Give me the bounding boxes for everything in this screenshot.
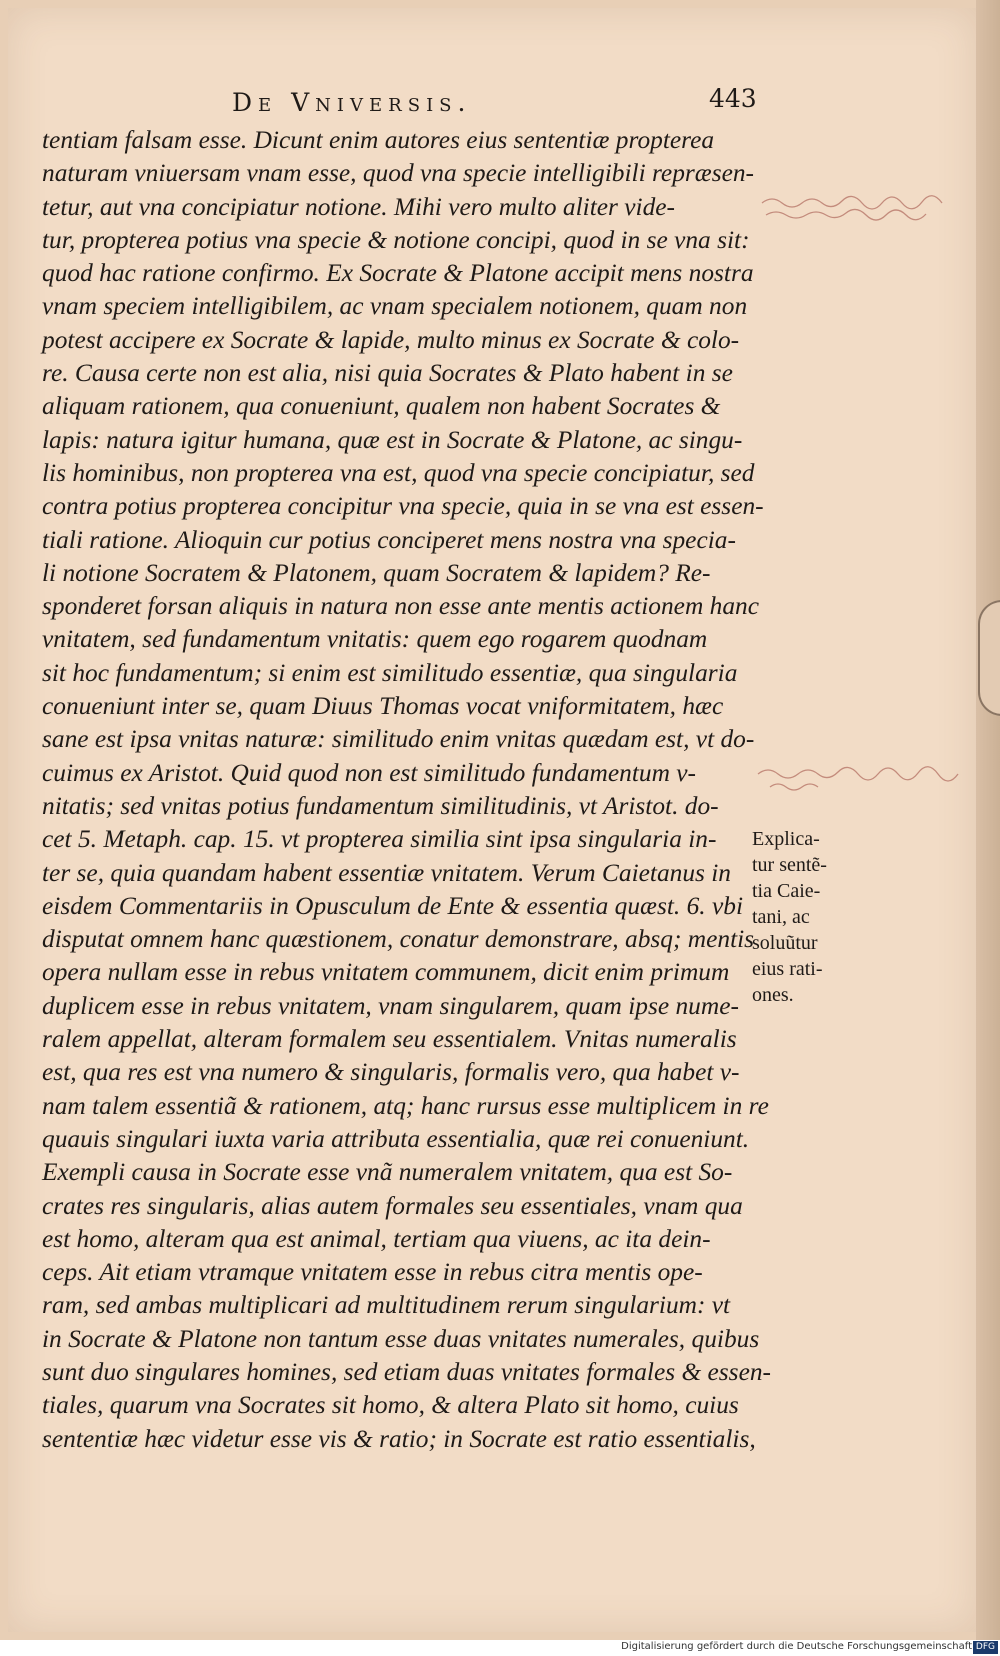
text-line: li notione Socratem & Platonem, quam Socratem & lapidem? Re- (42, 558, 711, 587)
text-line: in Socrate & Platone non tantum esse duas vnitates numerales, quibus (42, 1324, 760, 1353)
text-line: ram, sed ambas multiplicari ad multitudinem rerum singularium: vt (42, 1291, 731, 1320)
footer-credit: Digitalisierung gefördert durch die Deutsche Forschungsgemeinschaft (621, 1641, 972, 1652)
text-line: tiales, quarum vna Socrates sit homo, & altera Plato sit homo, cuius (42, 1391, 739, 1420)
text-line: sententiæ hæc videtur esse vis & ratio; in Socrate est ratio essentialis, (42, 1424, 756, 1453)
text-line: ter se, quia quandam habent essentiæ vnitatem. Verum Caietanus in (42, 858, 732, 887)
page-number: 443 (709, 84, 757, 113)
text-line: cuimus ex Aristot. Quid quod non est similitudo fundamentum v- (42, 758, 696, 787)
text-line: re. Causa certe non est alia, nisi quia Socrates & Plato habent in se (42, 359, 733, 388)
text-line: sunt duo singulares homines, sed etiam duas vnitates formales & essen- (42, 1357, 771, 1386)
handwritten-scribble (756, 764, 966, 792)
text-line: sponderet forsan aliquis in natura non esse ante mentis actionem hanc (42, 592, 759, 621)
text-line: vnitatem, sed fundamentum vnitatis: quem ego rogarem quodnam (42, 625, 708, 654)
text-line: vnam speciem intelligibilem, ac vnam specialem notionem, quam non (42, 292, 748, 321)
handwritten-marginalia-1 (760, 193, 980, 226)
margin-note-line: soluũtur (752, 932, 818, 954)
text-line: crates res singularis, alias autem formales seu essentiales, vnam qua (42, 1191, 743, 1220)
text-line: nam talem essentiã & rationem, atq; hanc rursus esse multiplicem in re (42, 1091, 769, 1120)
dfg-logo: DFG (973, 1641, 998, 1654)
text-line: potest accipere ex Socrate & lapide, multo minus ex Socrate & colo- (42, 325, 740, 354)
text-line: tetur, aut vna concipiatur notione. Mihi vero multo aliter vide- (42, 192, 676, 221)
margin-note-line: ones. (752, 984, 794, 1006)
text-line: sit hoc fundamentum; si enim est similitudo essentiæ, qua singularia (42, 658, 738, 687)
margin-note-line: tani, ac (752, 906, 810, 928)
main-text-block (42, 124, 771, 1456)
handwritten-scribble (760, 193, 960, 221)
text-line: tur, propterea potius vna specie & notione concipi, quod in se vna sit: (42, 225, 750, 254)
text-line: eisdem Commentariis in Opusculum de Ente & essentia quæst. 6. vbi (42, 891, 743, 920)
margin-note-line: tia Caie- (752, 880, 821, 902)
text-line: lapis: natura igitur humana, quæ est in Socrate & Platone, ac singu- (42, 425, 743, 454)
text-line: lis hominibus, non propterea vna est, quod vna specie concipiatur, sed (42, 458, 755, 487)
text-line: opera nullam esse in rebus vnitatem communem, dicit enim primum (42, 958, 730, 987)
text-line: conueniunt inter se, quam Diuus Thomas vocat vniformitatem, hæc (42, 692, 724, 721)
book-edge-shadow (976, 0, 1000, 1640)
text-line: aliquam rationem, qua conueniunt, qualem non habent Socrates & (42, 392, 721, 421)
text-line: quod hac ratione confirmo. Ex Socrate & Platone accipit mens nostra (42, 259, 754, 288)
margin-note-line: tur sentẽ- (752, 854, 827, 876)
text-line: contra potius propterea concipitur vna specie, quia in se vna est essen- (42, 492, 764, 521)
text-line: cet 5. Metaph. cap. 15. vt propterea similia sint ipsa singularia in- (42, 825, 717, 854)
margin-note-line: eius rati- (752, 958, 823, 980)
text-line: sane est ipsa vnitas naturæ: similitudo enim vnitas quædam est, vt do- (42, 725, 755, 754)
text-line: duplicem esse in rebus vnitatem, vnam singularem, quam ipse nume- (42, 991, 739, 1020)
text-line: ralem appellat, alteram formalem seu essentialem. Vnitas numeralis (42, 1025, 737, 1054)
text-line: est homo, alteram qua est animal, tertiam qua viuens, ac ita dein- (42, 1224, 711, 1253)
running-title: De Vniversis. (232, 88, 472, 117)
printed-margin-note (752, 826, 852, 1008)
text-line: tentiam falsam esse. Dicunt enim autores eius sententiæ propterea (42, 126, 715, 154)
text-line: tiali ratione. Alioquin cur potius conciperet mens nostra vna specia- (42, 525, 736, 554)
margin-note-line: Explica- (752, 828, 820, 850)
text-line: est, qua res est vna numero & singularis, formalis vero, qua habet v- (42, 1058, 740, 1087)
text-line: disputat omnem hanc quæstionem, conatur demonstrare, absq; mentis (42, 925, 755, 954)
text-line: naturam vniuersam vnam esse, quod vna specie intelligibili repræsen- (42, 159, 755, 188)
text-line: quauis singulari iuxta varia attributa essentialia, quæ rei conueniunt. (42, 1124, 750, 1153)
text-line: nitatis; sed vnitas potius fundamentum similitudinis, vt Aristot. do- (42, 791, 719, 820)
text-line: Exempli causa in Socrate esse vnã numeralem vnitatem, qua est So- (42, 1158, 733, 1187)
clasp-tab (978, 600, 1000, 716)
handwritten-marginalia-2 (756, 764, 976, 797)
text-line: ceps. Ait etiam vtramque vnitatem esse in rebus citra mentis ope- (42, 1258, 703, 1287)
